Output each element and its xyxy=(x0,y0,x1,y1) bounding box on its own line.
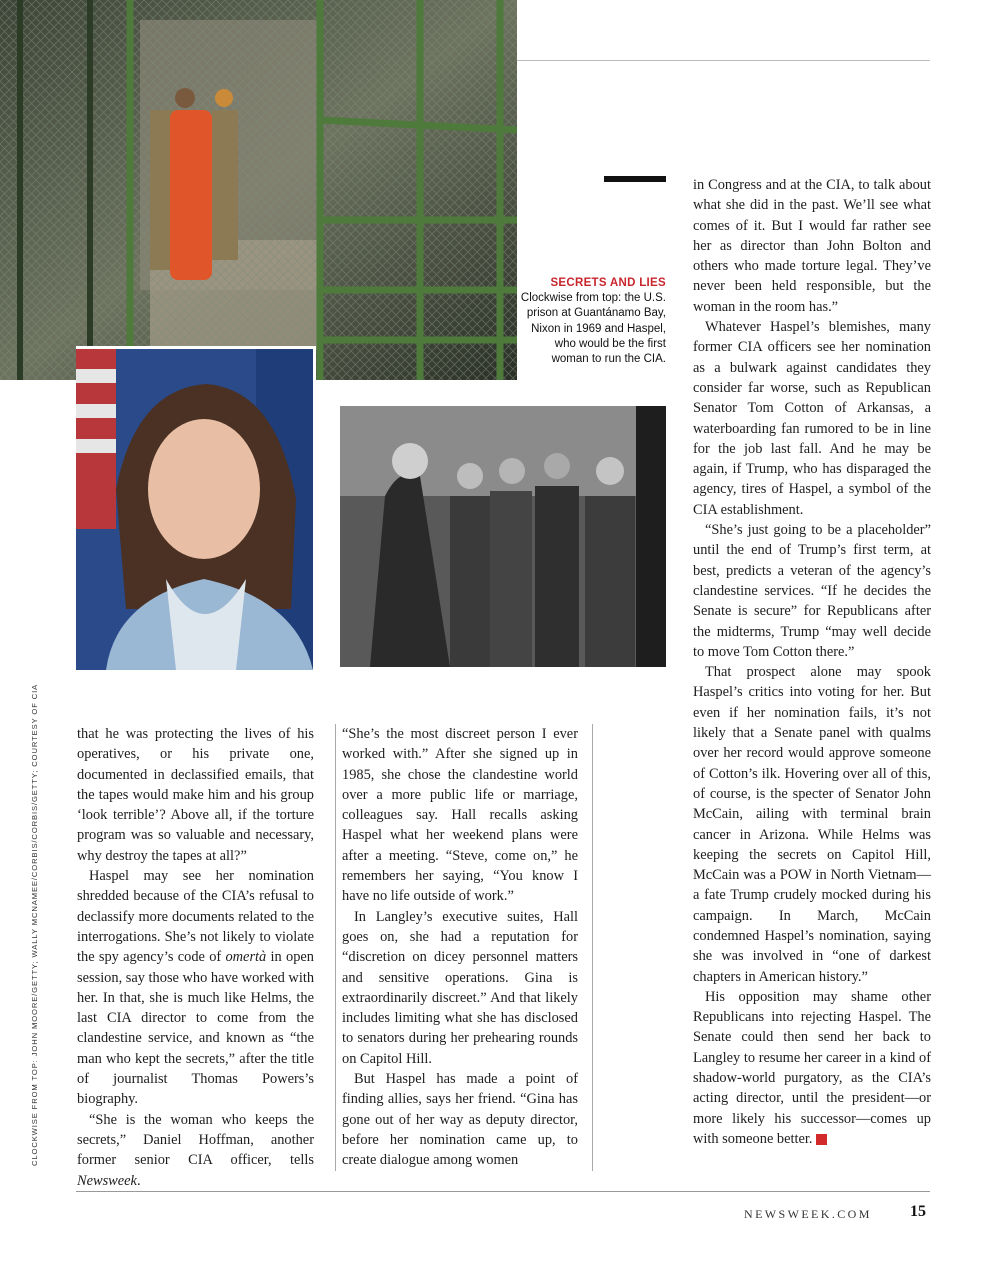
paragraph: that he was protecting the lives of his operatives, or his private one, documented in declassified emails, that the tapes would make him and his group ‘look terrible’? Above all, if the torture program was so valuable and necessary, why destroy the tapes at all?” xyxy=(77,726,314,864)
nixon-1969-photo xyxy=(340,406,666,667)
footer-rule xyxy=(76,1191,930,1192)
photo-credits: CLOCKWISE FROM TOP: JOHN MOORE/GETTY; WALLY MCNAMEE/CORBIS/CORBIS/GETTY; COURTESY OF CIA xyxy=(30,683,39,1166)
footer-site: NEWSWEEK.COM xyxy=(744,1207,872,1221)
top-rule xyxy=(517,60,930,61)
article-column-2 xyxy=(335,724,593,1171)
paragraph: His opposition may shame other Republicans into rejecting Haspel. The Senate could then send her back to Langley to resume her career in a kind of shadow-world purgatory, as the CIA’s acting director, until the president—or more likely his successor—comes up with someone better. N xyxy=(693,988,931,1147)
article-column-1 xyxy=(77,724,314,1191)
haspel-portrait-photo xyxy=(76,346,316,670)
paragraph: “She’s just going to be a placeholder” until the end of Trump’s first term, at best, predicts a veteran of the agency’s clandestine services. “If he decides the Senate is secure” for Republicans after the midterms, Trump “may well decide to move Tom Cotton there.” xyxy=(693,522,931,660)
page-number: 15 xyxy=(910,1203,926,1220)
end-mark-icon: N xyxy=(816,1134,827,1145)
article-column-3 xyxy=(693,175,931,1149)
caption-text: Clockwise from top: the U.S. prison at Guantánamo Bay, Nixon in 1969 and Haspel, who would be the first woman to run the CIA. xyxy=(520,292,666,366)
photo-caption xyxy=(520,276,666,367)
paragraph: But Haspel has made a point of finding allies, says her friend. “Gina has gone out of her way as deputy director, before her nomination came up, to create dialogue among women xyxy=(342,1071,578,1169)
paragraph: “She is the woman who keeps the secrets,” Daniel Hoffman, another former senior CIA officer, tells Newsweek. xyxy=(77,1111,314,1189)
paragraph: in Congress and at the CIA, to talk about what she did in the past. We’ll see what comes of it. But I would far rather see her as director than John Bolton and others who made torture legal. They’ve never been held responsible, but the woman in the room has.” xyxy=(693,177,931,315)
paragraph: Haspel may see her nomination shredded because of the CIA’s refusal to declassify more documents related to the interrogations. She’s not likely to violate the spy agency’s code of omertà in open session, say those who have worked with her. In that, she is much like Helms, the last CIA director to come from the clandestine service, and known as “the man who kept the secrets,” after the title of journalist Thomas Powers’s biography. xyxy=(77,868,315,1108)
section-bar xyxy=(604,176,666,182)
paragraph: That prospect alone may spook Haspel’s critics into voting for her. But even if her nomination fails, it’s not likely that a Senate panel with qualms over her record would approve someone of Cotton’s ilk. Hovering over all of this, of course, is the specter of Senator John McCain, ailing with terminal brain cancer in Arizona. While Helms was keeping the secrets on Capitol Hill, McCain was a POW in North Vietnam—a fate Trump crudely mocked during his campaign. In March, McCain condemned Haspel’s nomination, saying she was involved in “one of darkest chapters in American history.” xyxy=(693,664,931,985)
caption-title: SECRETS AND LIES xyxy=(550,277,666,289)
guantanamo-prison-photo xyxy=(0,0,517,380)
paragraph: “She’s the most discreet person I ever worked with.” After she signed up in 1985, she chose the clandestine world over a more public life or marriage, colleagues say. Hall recalls asking Haspel what her weekend plans were after a meeting. “Steve, come on,” he remembers her saying, “You know I have no life outside of work.” xyxy=(342,726,578,905)
paragraph: In Langley’s executive suites, Hall goes on, she had a reputation for “discretion on dicey personnel matters and sensitive operations. Gina is extraordinarily discreet.” And that likely includes limiting what she has disclosed to senators during her prehearing rounds on Capitol Hill. xyxy=(342,908,578,1067)
paragraph: Whatever Haspel’s blemishes, many former CIA officers see her nomination as a bulwark against candidates they consider far worse, such as Republican Senator Tom Cotton of Arkansas, a waterboarding fan rumored to be in line for the job last fall. And he may be again, if Trump, who has disparaged the agency, tires of Haspel, a symbol of the CIA establishment. xyxy=(693,319,931,518)
